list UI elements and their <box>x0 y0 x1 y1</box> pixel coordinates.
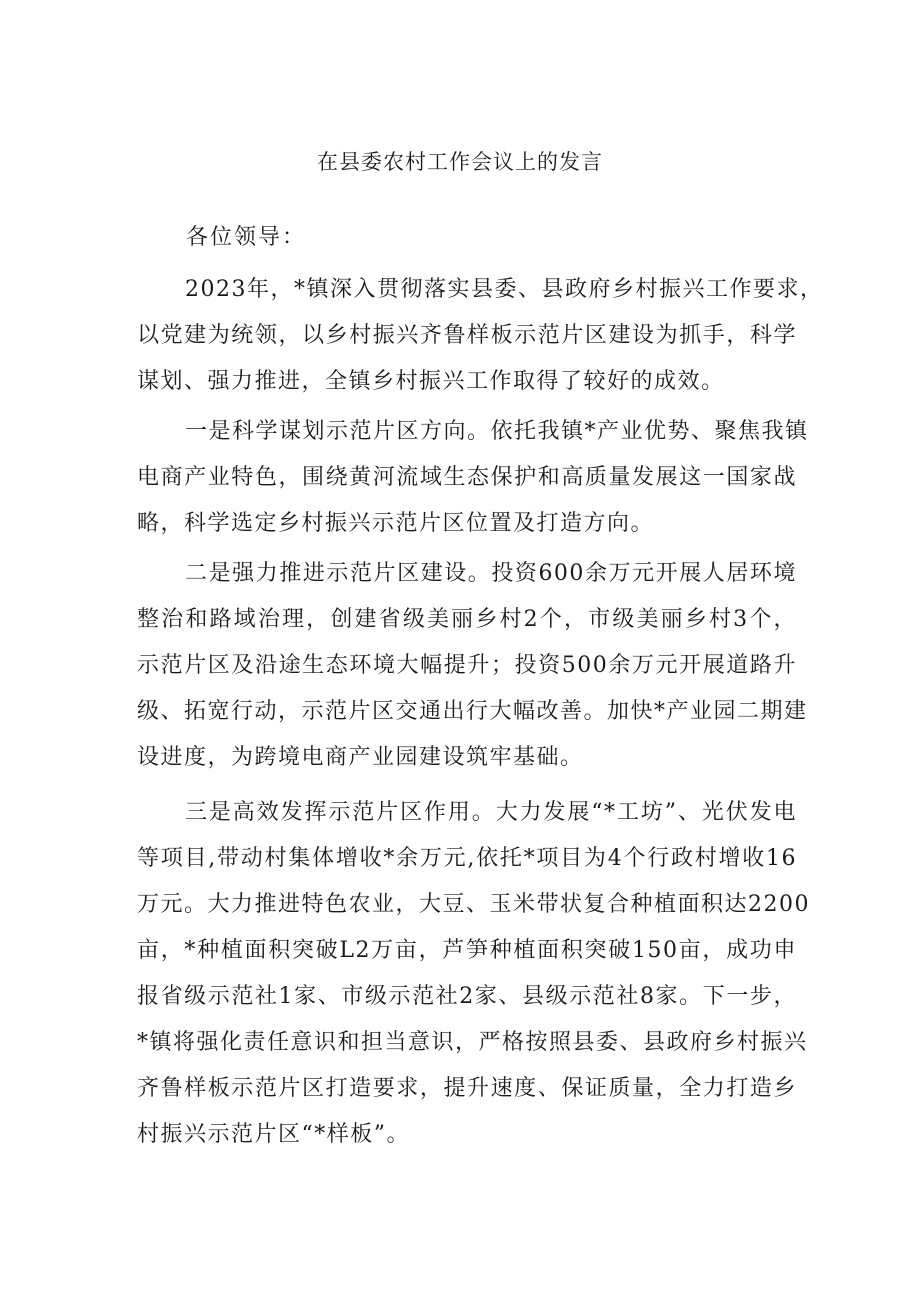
paragraph-line: 以党建为统领，以乡村振兴齐鲁样板示范片区建设为抓手，科学 <box>137 323 797 348</box>
paragraph-line: 报省级示范社1家、市级示范社2家、县级示范社8家。下一步， <box>137 984 797 1009</box>
paragraph-line: 略，科学选定乡村振兴示范片区位置及打造方向。 <box>137 511 655 536</box>
paragraph-line: 整治和路域治理，创建省级美丽乡村2个，市级美丽乡村3个， <box>137 607 797 632</box>
document-title: 在县委农村工作会议上的发言 <box>317 150 603 174</box>
paragraph-line: 2023年，*镇深入贯彻落实县委、县政府乡村振兴工作要求， <box>185 277 824 302</box>
paragraph-line: 电商产业特色，围绕黄河流域生态保护和高质量发展这一国家战 <box>137 465 797 490</box>
paragraph-line: 一是科学谋划示范片区方向。依托我镇*产业优势、聚焦我镇 <box>185 419 809 444</box>
greeting: 各位领导： <box>186 225 307 250</box>
paragraph-line: 等项目,带动村集体增收*余万元,依托*项目为4个行政村增收16 <box>137 846 797 871</box>
paragraph-line: 设进度，为跨境电商产业园建设筑牢基础。 <box>137 745 584 770</box>
paragraph-line: 谋划、强力推进，全镇乡村振兴工作取得了较好的成效。 <box>137 369 725 394</box>
paragraph-planning <box>137 409 809 547</box>
paragraph-line: 级、拓宽行动，示范片区交通出行大幅改善。加快*产业园二期建 <box>137 699 808 724</box>
paragraph-line: 示范片区及沿途生态环境大幅提升；投资500余万元开展道路升 <box>137 653 797 678</box>
paragraph-effect <box>137 790 810 1158</box>
paragraph-intro <box>137 267 824 405</box>
paragraph-line: 二是强力推进示范片区建设。投资600余万元开展人居环境 <box>185 561 797 586</box>
paragraph-line: 万元。大力推进特色农业，大豆、玉米带状复合种植面积达2200 <box>137 892 810 917</box>
paragraph-line: 亩，*种植面积突破L2万亩，芦笋种植面积突破150亩，成功申 <box>137 938 797 963</box>
paragraph-line: 齐鲁样板示范片区打造要求，提升速度、保证质量，全力打造乡 <box>137 1076 797 1101</box>
paragraph-construction <box>137 551 808 781</box>
paragraph-line: *镇将强化责任意识和担当意识，严格按照县委、县政府乡村振兴 <box>137 1030 808 1055</box>
paragraph-line: 村振兴示范片区“*样板”。 <box>137 1122 410 1147</box>
paragraph-line: 三是高效发挥示范片区作用。大力发展“*工坊”、光伏发电 <box>185 800 797 825</box>
